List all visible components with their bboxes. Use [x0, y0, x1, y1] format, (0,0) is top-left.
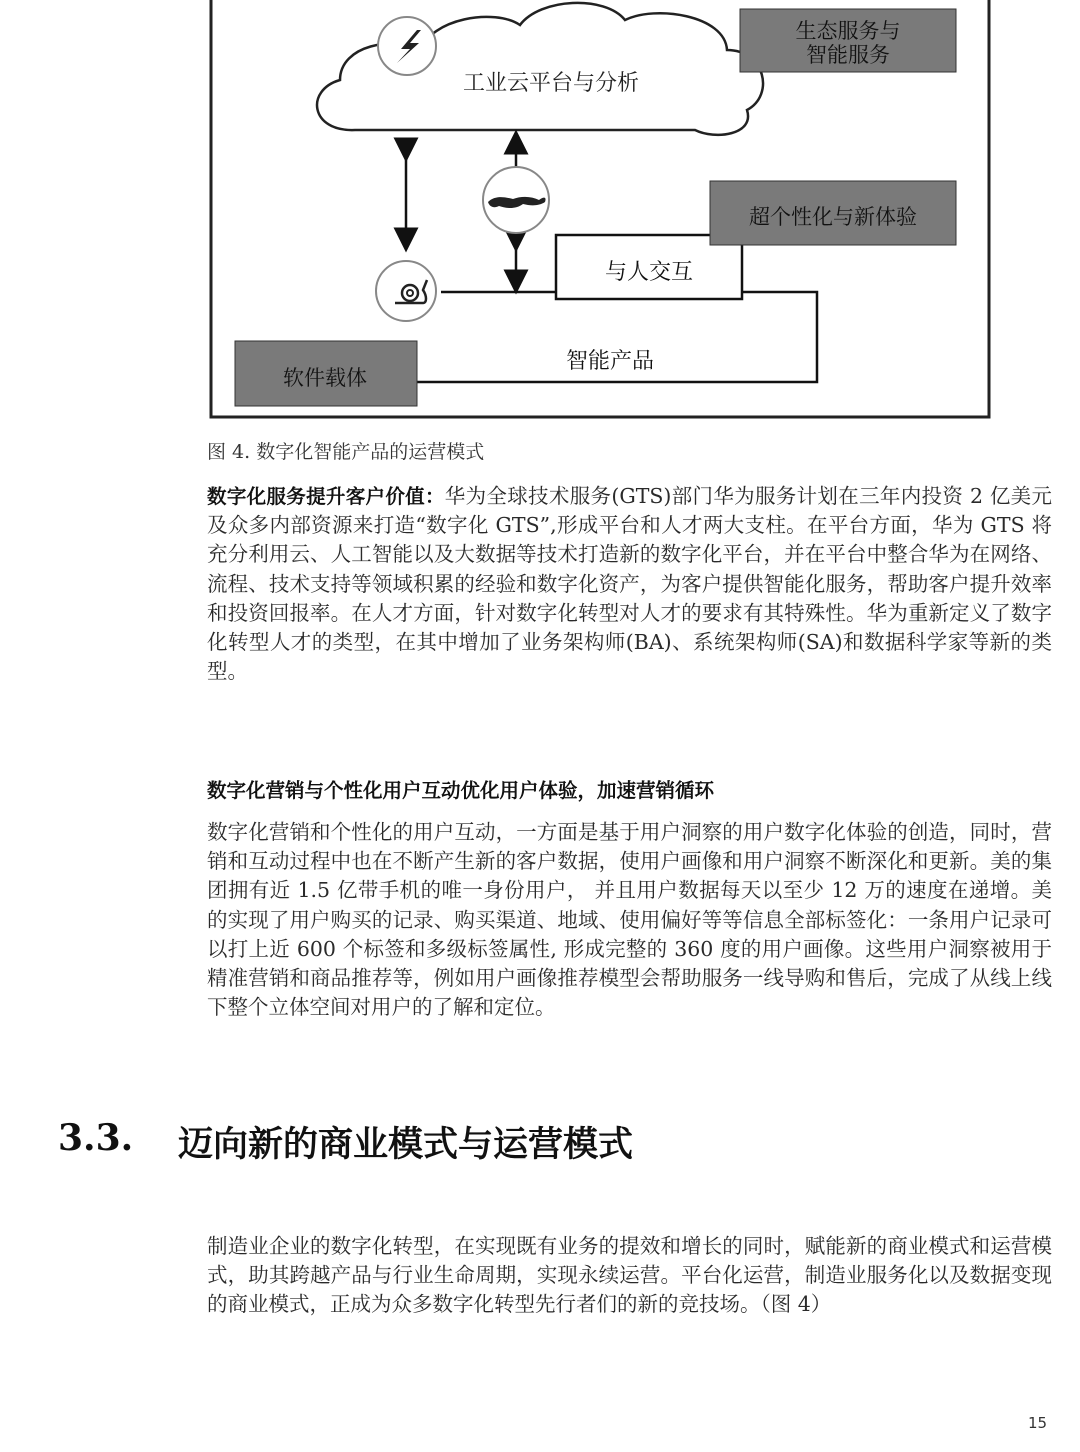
- section1-lead: 数字化服务提升客户价值：: [207, 485, 445, 508]
- section1-paragraph: [207, 482, 1052, 686]
- cheetah-icon: [483, 167, 549, 233]
- hyper-personalization-label: 超个性化与新体验: [749, 205, 917, 229]
- section-title: 迈向新的商业模式与运营模式: [178, 1125, 634, 1165]
- cloud-label: 工业云平台与分析: [463, 71, 640, 96]
- section2-heading: 数字化营销与个性化用户互动优化用户体验，加速营销循环: [207, 779, 715, 802]
- ecosystem-services-label-line2: 智能服务: [806, 43, 890, 67]
- operating-model-diagram: [205, 0, 995, 425]
- section3-paragraph: 制造业企业的数字化转型，在实现既有业务的提效和增长的同时，赋能新的商业模式和运营模式，助其跨越产品与行业生命周期，实现永续运营。平台化运营，制造业服务化以及数据变现的商业模式，正成为众多数字化转型先行者们的新的竞技场。（图 4）: [207, 1234, 1052, 1317]
- figure-caption: 图 4. 数字化智能产品的运营模式: [207, 441, 485, 463]
- page-number: 15: [1028, 1414, 1048, 1432]
- lightning-icon: [378, 17, 436, 75]
- smart-product-label: 智能产品: [565, 349, 655, 374]
- section2-paragraph: 数字化营销和个性化的用户互动，一方面是基于用户洞察的用户数字化体验的创造，同时，营销和互动过程中也在不断产生新的客户数据，使用户画像和用户洞察不断深化和更新。美的集团拥有近 1.5 亿带手机的唯一身份用户， 并且用户数据每天以至少 12 万的速度在递增。美的实现了用户购买的记录、购买渠道、地域、使用偏好等等信息全部标签化：一条用户记录可以打上近 600 个标签和多级标签属性, 形成完整的 360 度的用户画像。这些用户洞察被用于精准营销和商品推荐等，例如用户画像推荐模型会帮助服务一线导购和售后，完成了从线上线下整个立体空间对用户的了解和定位。: [207, 820, 1052, 1020]
- section-number: 3.3.: [58, 1117, 134, 1159]
- interaction-label: 与人交互: [604, 260, 694, 285]
- section1-body: 华为全球技术服务(GTS)部门华为服务计划在三年内投资 2 亿美元及众多内部资源来打造“数字化 GTS”,形成平台和人才两大支柱。在平台方面，华为 GTS 将充分利用云、人工智能以及大数据等技术打造新的数字化平台，并在平台中整合华为在网络、流程、技术支持等领域积累的经验和数字化资产，为客户提供智能化服务，帮助客户提升效率和投资回报率。在人才方面，针对数字化转型对人才的要求有其特殊性。华为重新定义了数字化转型人才的类型，在其中增加了业务架构师(BA)、系统架构师(SA)和数据科学家等新的类型。: [207, 484, 1052, 684]
- software-carrier-label: 软件载体: [283, 366, 367, 390]
- ecosystem-services-label-line1: 生态服务与: [795, 19, 901, 43]
- snail-icon: [376, 261, 436, 321]
- cloud-shape: [317, 3, 763, 135]
